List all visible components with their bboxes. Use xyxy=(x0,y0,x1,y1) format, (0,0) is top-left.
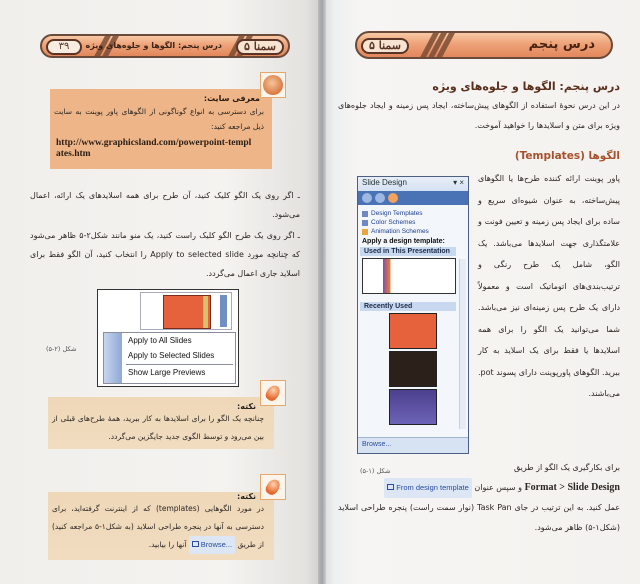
back-icon[interactable] xyxy=(362,193,372,203)
context-menu xyxy=(103,332,236,384)
browse-link[interactable]: Browse... xyxy=(358,437,468,453)
lightbulb-icon xyxy=(260,380,286,406)
home-icon[interactable] xyxy=(388,193,398,203)
section-recently-used: Recently Used xyxy=(360,302,456,311)
section-heading-templates: الگوها (Templates) xyxy=(514,150,620,162)
link-design-templates[interactable]: Design Templates xyxy=(358,209,468,218)
left-page-header xyxy=(40,34,290,58)
forward-icon[interactable] xyxy=(375,193,385,203)
lesson-intro: در این درس نحوهٔ استفاده از الگوهای پیش‌ساخته، ایجاد پس زمینه و ایجاد جلوه‌های ویژه برای متن و اسلایدها را خواهید آموخت. xyxy=(338,101,620,130)
brand-logo: سمنا ۵ xyxy=(236,39,284,55)
note-2-text-before: در مورد الگوهایی (templates) که از اینترنت گرفته‌اید، برای دسترسی به آنها در پنجره طراحی اسلاید (به شکل۱-۵ مراجعه کنید) از طریق xyxy=(52,504,265,549)
lesson-title: درس پنجم xyxy=(528,37,595,52)
note-1-title: نکته: xyxy=(237,402,256,411)
menu-apply-all-slides[interactable]: Apply to All Slides xyxy=(128,336,192,345)
bottom-text-3: عمل کنید. به این ترتیب در جای Task Pan (نوار سمت راست) پنجره طراحی اسلاید (شکل۱-۵) ظاهر می‌شود. xyxy=(338,503,620,532)
template-thumbnail xyxy=(140,292,232,330)
site-url[interactable]: http://www.graphicsland.com/powerpoint-templates.htm xyxy=(56,138,252,159)
note-1-text: چنانچه یک الگو را برای اسلایدها به کار ببرید، همهٔ طرح‌های قبلی از بین می‌رود و توسط الگوی جدید جایگزین می‌گردد. xyxy=(52,414,264,441)
chapter-title: درس پنجم: الگوها و جلوه‌های ویژه xyxy=(85,41,222,50)
link-animation-schemes[interactable]: Animation Schemes xyxy=(358,227,468,236)
menu-show-large-previews[interactable]: Show Large Previews xyxy=(128,368,206,377)
figure-2-caption: شکل (۲-۵) xyxy=(46,345,77,353)
lightbulb-icon xyxy=(260,474,286,500)
note-2-title: نکته: xyxy=(237,492,256,501)
templates-description: پاور پوینت ارائه کننده طرح‌ها یا الگوهای پیش‌ساخته، به عنوان شیوه‌ای سریع و ساده برای ایجاد پس زمینه و تعیین فونت و علامتگذاری جهت اسلایدها می‌باشد. یک الگو، شامل یک طرح رنگی و ترتیب‌بندی‌های اتوماتیک است و معمولاً دارای یک طرح پس زمینه‌ای نیز می‌باشد. شما می‌توانید یک الگو را برای همه اسلایدها یا فقط برای یک اسلاید به کار ببرید. الگوهای پاورپوینت دارای پسوند pot. می‌باشند. xyxy=(478,174,620,398)
menu-apply-selected-slides[interactable]: Apply to Selected Slides xyxy=(128,351,215,360)
bottom-text-2: Format > Slide Design و سپس عنوان From design template xyxy=(384,478,620,498)
template-thumb-current[interactable] xyxy=(362,258,456,294)
book-spine xyxy=(318,0,326,584)
from-design-template-button: From design template xyxy=(384,478,472,498)
note-2-text-after: آنها را بیابید. xyxy=(148,540,187,549)
right-page-header xyxy=(355,31,613,59)
brand-logo: سمنا ۵ xyxy=(361,38,409,54)
link-color-schemes[interactable]: Color Schemes xyxy=(358,218,468,227)
figure-context-menu xyxy=(97,289,239,387)
site-box-text: برای دسترسی به انواع گوناگونی از الگوهای پاور پوینت به سایت ذیل مراجعه کنید: xyxy=(54,107,264,131)
site-box-title: معرفی سایت: xyxy=(203,94,260,103)
pane-title: Slide Design xyxy=(362,178,407,187)
pane-scrollbar[interactable] xyxy=(459,259,466,429)
pane-nav-bar xyxy=(358,191,468,205)
web-badge-icon xyxy=(260,72,286,98)
lesson-heading: درس پنجم: الگوها و جلوه‌های ویژه xyxy=(432,80,620,93)
template-thumb-orange[interactable] xyxy=(389,313,437,349)
page-number: ۳۹ xyxy=(46,39,82,55)
pane-close-icon[interactable]: ▾ × xyxy=(453,178,464,187)
figure-1-caption: شکل (۱-۵) xyxy=(360,467,391,475)
note-2-text xyxy=(52,500,264,554)
template-thumb-dark[interactable] xyxy=(389,351,437,387)
section-used-in-presentation: Used in This Presentation xyxy=(360,247,456,256)
slide-design-pane xyxy=(357,176,469,454)
template-thumb-purple[interactable] xyxy=(389,389,437,425)
paragraph-right-click-template: ـ اگر روی یک طرح الگو کلیک راست کنید، یک منو مانند شکل۲-۵ ظاهر می‌شود که چنانچه مورد Apply to selected slide را انتخاب کنید، آن الگو فقط برای اسلاید جاری اعمال می‌گردد. xyxy=(30,231,301,278)
bottom-text-1: برای بکارگیری یک الگو از طریق xyxy=(513,463,620,472)
browse-inline-button: Browse... xyxy=(189,536,235,554)
paragraph-click-template: ـ اگر روی یک الگو کلیک کنید، آن طرح برای همه اسلایدهای یک ارائه، اعمال می‌شود. xyxy=(30,191,300,219)
apply-template-label: Apply a design template: xyxy=(362,238,445,245)
